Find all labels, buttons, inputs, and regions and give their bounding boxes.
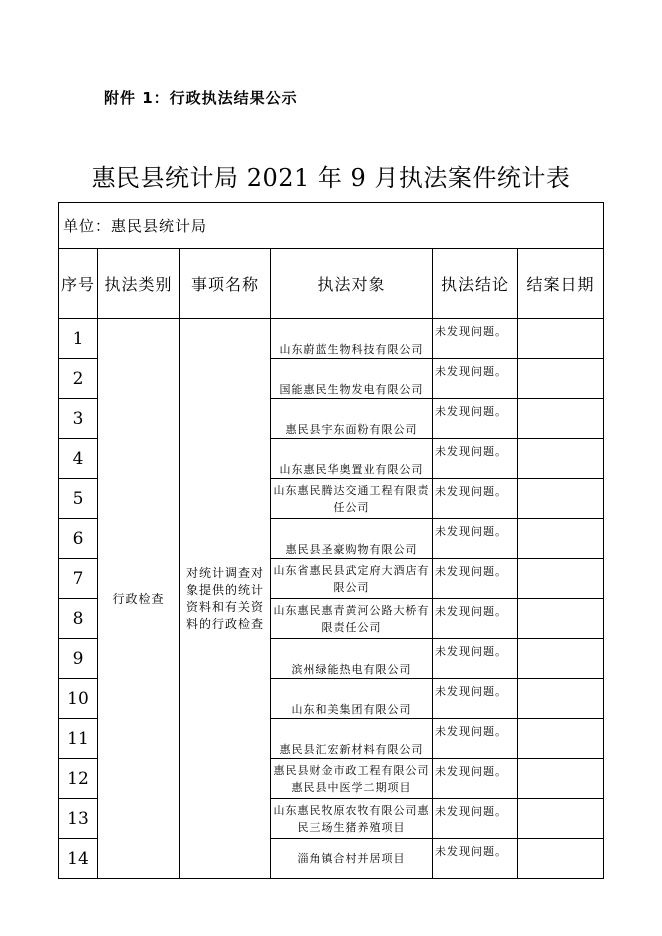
target-cell: 山东惠民腾达交通工程有限责任公司 [271,479,433,519]
seq-cell: 13 [59,799,98,839]
close-date-cell [518,639,604,679]
close-date-cell [518,319,604,359]
conclusion-cell: 未发现问题。 [433,679,518,719]
seq-cell: 10 [59,679,98,719]
close-date-cell [518,399,604,439]
target-cell: 惠民县圣豪购物有限公司 [271,519,433,559]
seq-cell: 8 [59,599,98,639]
seq-cell: 5 [59,479,98,519]
seq-cell: 1 [59,319,98,359]
close-date-cell [518,719,604,759]
conclusion-cell: 未发现问题。 [433,479,518,519]
conclusion-cell: 未发现问题。 [433,759,518,799]
close-date-cell [518,359,604,399]
conclusion-cell: 未发现问题。 [433,359,518,399]
conclusion-cell: 未发现问题。 [433,799,518,839]
table-row [59,319,604,359]
seq-cell: 7 [59,559,98,599]
page-title: 惠民县统计局 2021 年 9 月执法案件统计表 [91,164,571,192]
target-cell: 山东省惠民县武定府大酒店有限公司 [271,559,433,599]
conclusion-cell: 未发现问题。 [433,839,518,879]
close-date-cell [518,559,604,599]
conclusion-cell: 未发现问题。 [433,599,518,639]
header-item-name: 事项名称 [180,249,271,319]
category-cell: 行政检查 [98,319,180,879]
close-date-cell [518,439,604,479]
seq-cell: 11 [59,719,98,759]
header-target: 执法对象 [271,249,433,319]
conclusion-cell: 未发现问题。 [433,719,518,759]
target-cell: 淄角镇合村并居项目 [271,839,433,879]
conclusion-cell: 未发现问题。 [433,559,518,599]
header-category: 执法类别 [98,249,180,319]
target-cell: 惠民县宇东面粉有限公司 [271,399,433,439]
header-seq: 序号 [59,249,98,319]
target-cell: 山东和美集团有限公司 [271,679,433,719]
target-cell: 滨州绿能热电有限公司 [271,639,433,679]
seq-cell: 4 [59,439,98,479]
seq-cell: 6 [59,519,98,559]
conclusion-cell: 未发现问题。 [433,399,518,439]
target-cell: 国能惠民生物发电有限公司 [271,359,433,399]
unit-cell: 单位：惠民县统计局 [59,203,604,249]
close-date-cell [518,799,604,839]
item-name-cell: 对统计调查对象提供的统计资料和有关资料的行政检查 [180,319,271,879]
target-cell: 惠民县汇宏新材料有限公司 [271,719,433,759]
seq-cell: 9 [59,639,98,679]
close-date-cell [518,679,604,719]
conclusion-cell: 未发现问题。 [433,639,518,679]
seq-cell: 14 [59,839,98,879]
seq-cell: 12 [59,759,98,799]
close-date-cell [518,479,604,519]
target-cell: 山东惠民华奥置业有限公司 [271,439,433,479]
target-cell: 山东蔚蓝生物科技有限公司 [271,319,433,359]
header-row [59,249,604,319]
target-cell: 惠民县财金市政工程有限公司惠民县中医学二期项目 [271,759,433,799]
conclusion-cell: 未发现问题。 [433,519,518,559]
target-cell: 山东惠民牧原农牧有限公司惠民三场生猪养殖项目 [271,799,433,839]
enforcement-table [58,202,604,879]
seq-cell: 2 [59,359,98,399]
header-close-date: 结案日期 [518,249,604,319]
target-cell: 山东惠民惠青黄河公路大桥有限责任公司 [271,599,433,639]
close-date-cell [518,519,604,559]
seq-cell: 3 [59,399,98,439]
close-date-cell [518,839,604,879]
close-date-cell [518,599,604,639]
close-date-cell [518,759,604,799]
header-conclusion: 执法结论 [433,249,518,319]
attachment-label: 附件 1：行政执法结果公示 [104,89,298,107]
conclusion-cell: 未发现问题。 [433,319,518,359]
conclusion-cell: 未发现问题。 [433,439,518,479]
